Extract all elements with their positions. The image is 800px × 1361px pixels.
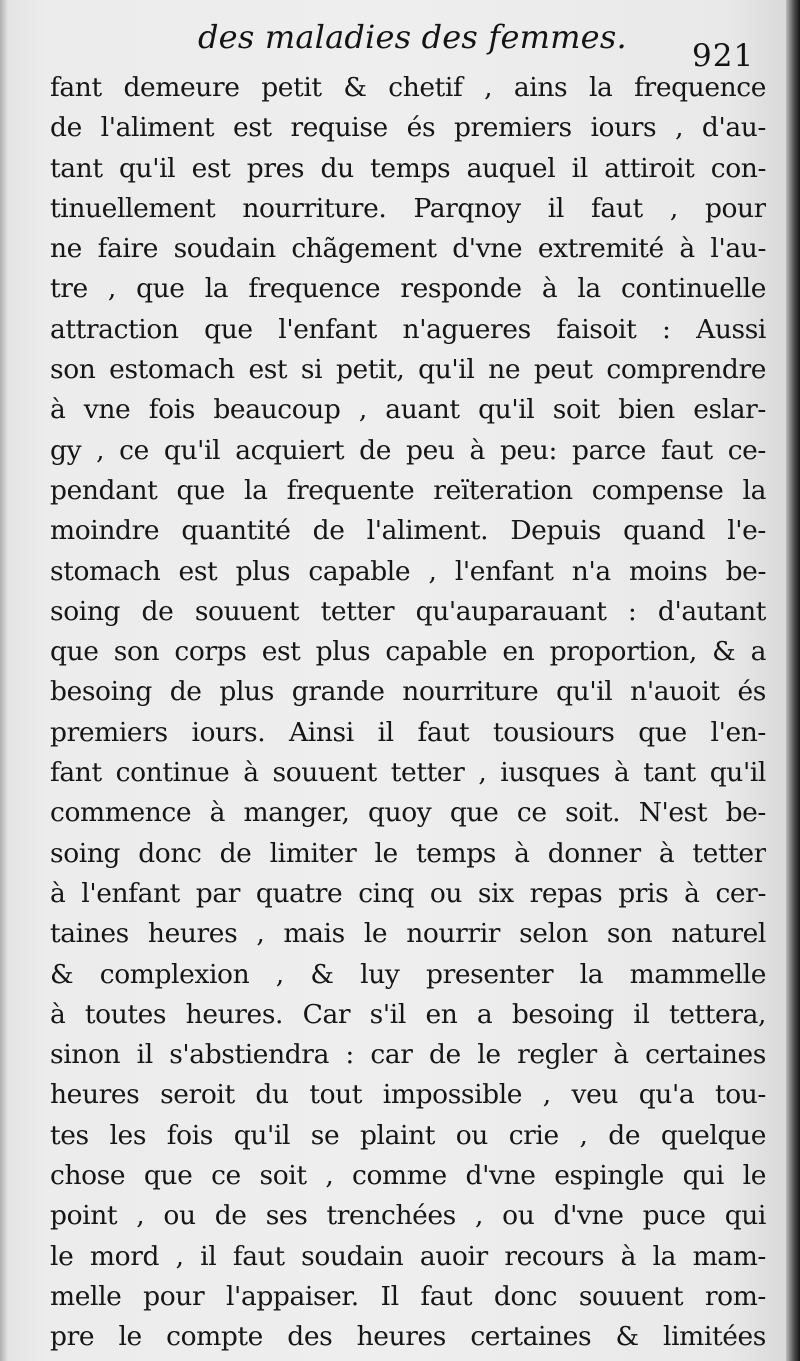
text-line: que son corps est plus capable en proportion, & a [50,636,766,668]
text-line: soing de souuent tetter qu'auparauant : d'autant [50,595,766,627]
text-line: pendant que la frequente reïteration compense la [50,474,766,506]
text-line: attraction que l'enfant n'agueres faisoit : Aussi [50,313,766,345]
page-number: 921 [692,38,755,74]
text-line: fant demeure petit & chetif , ains la frequence [50,72,766,103]
text-line: à toutes heures. Car s'il en a besoing il tettera, [50,998,766,1030]
text-line: gy , ce qu'il acquiert de peu à peu: parce faut ce- [50,434,766,466]
text-line: moindre quantité de l'aliment. Depuis quand l'e- [50,515,766,547]
text-line: soing donc de limiter le temps à donner à tetter [50,837,766,869]
text-line: point , ou de ses trenchées , ou d'vne puce qui [50,1200,766,1232]
text-line: taines heures , mais le nourrir selon son naturel [50,918,766,950]
text-line: son estomach est si petit, qu'il ne peut comprendre [50,354,766,386]
text-line: premiers iours. Ainsi il faut tousiours que l'en- [50,716,766,748]
text-line: tes les fois qu'il se plaint ou crie , de quelque [50,1119,766,1151]
text-line: tre , que la frequence responde à la continuelle [50,273,766,305]
text-line: sinon il s'abstiendra : car de le regler à certaines [50,1039,766,1071]
text-line: chose que ce soit , comme d'vne espingle qui le [50,1160,766,1192]
text-line: & complexion , & luy presenter la mammelle [50,958,766,990]
running-head [0,14,790,74]
text-line: stomach est plus capable , l'enfant n'a moins be- [50,555,766,587]
text-line: besoing de plus grande nourriture qu'il n'auoit és [50,676,766,708]
text-line: le mord , il faut soudain auoir recours à la mam- [50,1240,766,1272]
text-line: à l'enfant par quatre cinq ou six repas pris à cer- [50,877,766,909]
text-line: melle pour l'appaiser. Il faut donc souuent rom- [50,1280,766,1312]
text-line: à vne fois beaucoup , auant qu'il soit bien eslar- [50,394,766,426]
text-line: tant qu'il est pres du temps auquel il attiroit con- [50,152,766,184]
text-line: heures seroit du tout impossible , veu qu'a tou- [50,1079,766,1111]
text-line: tinuellement nourriture. Parqnoy il faut , pour [50,192,766,224]
body-text [50,68,766,1358]
text-line: de l'aliment est requise és premiers iours , d'au- [50,112,766,144]
text-line: fant continue à souuent tetter , iusques à tant qu'il [50,757,766,789]
page-gutter-shadow [0,0,8,1361]
running-title: des maladies des femmes. [198,18,627,56]
page-edge-shadow [786,0,800,1361]
text-line: pre le compte des heures certaines & limitées [50,1321,766,1353]
text-line: ne faire soudain chãgement d'vne extremité à l'au- [50,233,766,265]
text-line: commence à manger, quoy que ce soit. N'est be- [50,797,766,829]
